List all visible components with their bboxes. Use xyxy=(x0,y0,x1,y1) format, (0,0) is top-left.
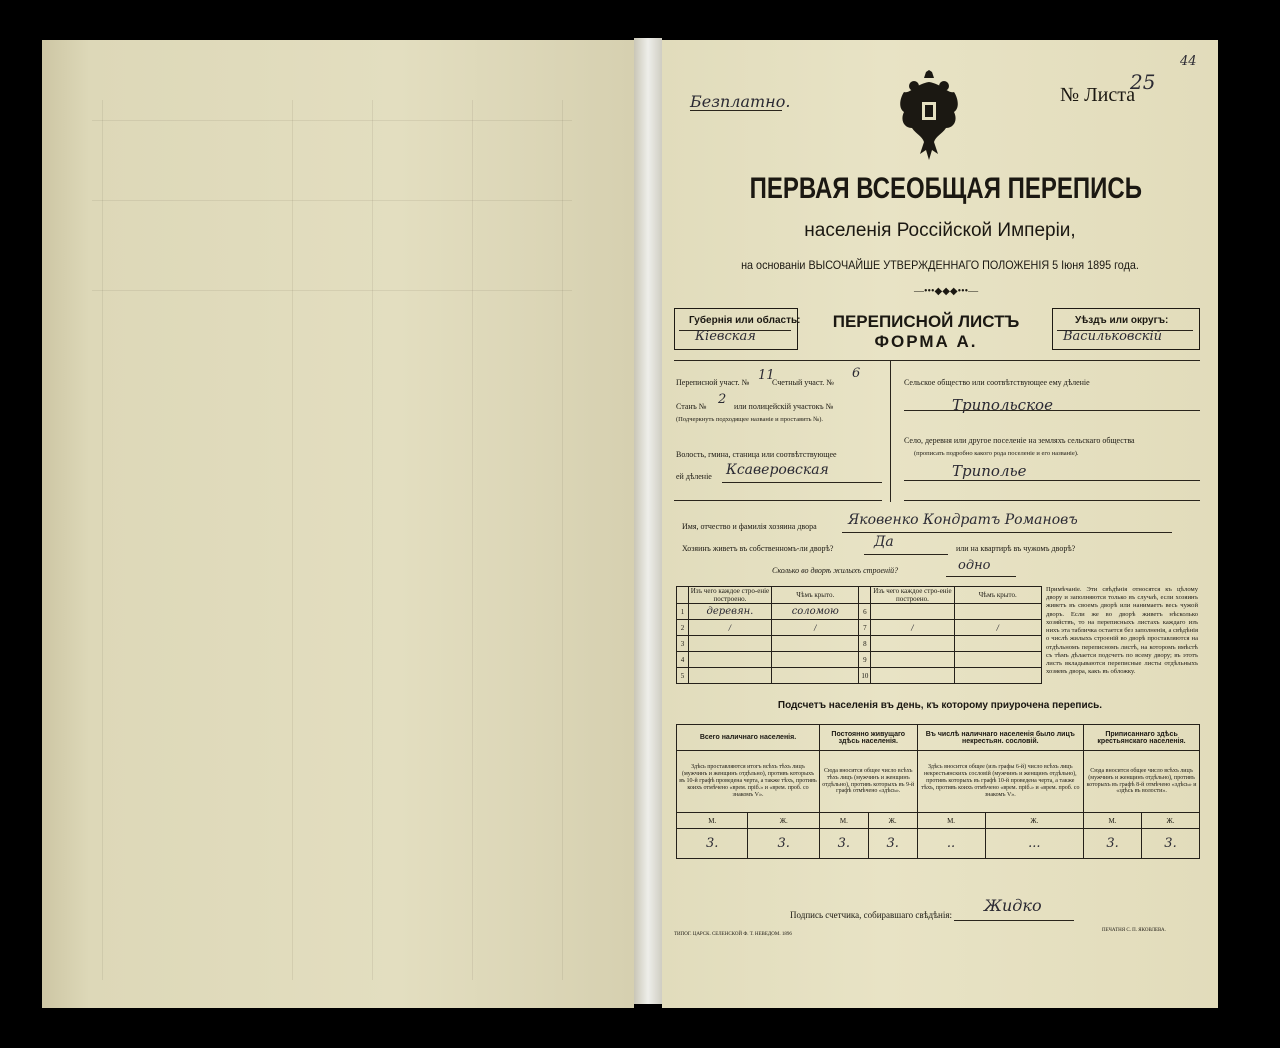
ghost-line xyxy=(372,100,373,980)
guberniya-box xyxy=(674,308,801,350)
summary-col-title: Постоянно живущаго здѣсь населенія. xyxy=(819,725,917,751)
owner-label: Имя, отчество и фамилія хозяина двора xyxy=(682,522,817,531)
left-page xyxy=(42,40,634,1008)
row-number: 2 xyxy=(677,620,689,636)
roof-cell: / xyxy=(954,620,1042,636)
female-header: Ж. xyxy=(748,813,820,829)
material-cell: деревян. xyxy=(688,604,771,620)
female-header: Ж. xyxy=(868,813,917,829)
roof-cell: / xyxy=(772,620,859,636)
roof-header: Чѣмъ крыто. xyxy=(772,587,859,604)
material-cell: / xyxy=(688,620,771,636)
volost-label: Волость, гмина, станица или соотвѣтствующее xyxy=(676,450,837,459)
roof-header-2: Чѣмъ крыто. xyxy=(954,587,1042,604)
material-cell xyxy=(688,636,771,652)
printer-imprint-left: ТИПОГ. ЦАРСК. СЕЛЕНСКОЙ Ф. Т. НЕВЕДОМ. 1896 xyxy=(674,932,792,937)
female-count: ... xyxy=(985,829,1084,859)
material-cell xyxy=(688,668,771,684)
row-number: 8 xyxy=(859,636,871,652)
summary-col-desc: Здѣсь проставляются итогъ всѣхъ тѣхъ лицъ (мужчинъ и женщинъ отдѣльно), противъ которыхъ въ 10-й графѣ проведена черта, а также тѣхъ, противъ коихъ отмѣчено «врем. пріб.» и «врем. проб. со знакомъ V». xyxy=(677,751,820,813)
ghost-line xyxy=(92,120,572,121)
male-count: 3. xyxy=(677,829,748,859)
double-headed-eagle-icon xyxy=(894,68,964,164)
buildings-value: одно xyxy=(958,558,991,573)
uezd-label: Уѣздъ или округъ: xyxy=(1075,315,1169,326)
roof-cell xyxy=(772,652,859,668)
free-label: Безплатно. xyxy=(690,92,791,111)
material-cell xyxy=(871,636,954,652)
stan-value: 2 xyxy=(718,392,727,407)
summary-col-desc: Здѣсь вносится общее (изъ графы 6-й) число всѣхъ лицъ некрестьянскихъ сословій (мужчинъ и женщинъ отдѣльно), противъ которыхъ въ графѣ 10-й проведена черта, а также тѣхъ, противъ коихъ отмѣчено «врем. пріб.» и «врем. проб. со знакомъ V». xyxy=(917,751,1084,813)
roof-cell xyxy=(772,668,859,684)
ghost-line xyxy=(472,100,473,980)
row-number: 10 xyxy=(859,668,871,684)
census-form-page xyxy=(662,40,1218,1008)
signature-label: Подпись счетчика, собиравшаго свѣдѣнія: xyxy=(790,910,952,920)
owner-value: Яковенко Кондратъ Романовъ xyxy=(848,512,1078,528)
volost-label-2: ей дѣленіе xyxy=(676,472,712,481)
page-gutter xyxy=(634,38,662,1004)
female-header: Ж. xyxy=(985,813,1084,829)
buildings-table xyxy=(676,586,1042,684)
guberniya-value: Кіевская xyxy=(695,329,756,344)
male-count: 3. xyxy=(819,829,868,859)
material-cell xyxy=(688,652,771,668)
own-yard-rest: или на квартирѣ въ чужомъ дворѣ? xyxy=(956,544,1076,553)
schet-value: 6 xyxy=(852,366,861,381)
form-title-line2: ФОРМА А. xyxy=(874,332,978,351)
roof-cell xyxy=(954,668,1042,684)
society-label: Сельское общество или соотвѣтствующее ему дѣленіе xyxy=(904,378,1090,387)
village-note: (прописать подробно какого рода поселеніе и его названіе). xyxy=(914,450,1079,457)
summary-col-title: Въ числѣ наличнаго населенія было лицъ некрестьян. сословій. xyxy=(917,725,1084,751)
row-number: 1 xyxy=(677,604,689,620)
summary-col-desc: Сюда вносится общее число всѣхъ лицъ (мужчинъ и женщинъ отдѣльно), противъ которыхъ въ графѣ 8-й отмѣчено «здѣсь» и «здѣсь въ волости». xyxy=(1084,751,1200,813)
material-header-2: Изъ чего каждое стро-еніе построено. xyxy=(871,587,954,604)
male-count: .. xyxy=(917,829,985,859)
population-summary-table xyxy=(676,724,1200,859)
material-header: Изъ чего каждое стро-еніе построено. xyxy=(688,587,771,604)
volost-value: Ксаверовская xyxy=(726,462,829,478)
material-cell xyxy=(871,652,954,668)
roof-cell xyxy=(954,652,1042,668)
ornament-divider: —•••◆◆◆•••— xyxy=(914,286,979,297)
row-number: 9 xyxy=(859,652,871,668)
female-header: Ж. xyxy=(1142,813,1200,829)
own-yard-value: Да xyxy=(874,534,894,550)
material-cell xyxy=(871,668,954,684)
female-count: 3. xyxy=(748,829,820,859)
uezd-value: Васильковскій xyxy=(1063,329,1163,344)
male-header: М. xyxy=(917,813,985,829)
form-main-title: ПЕРВАЯ ВСЕОБЩАЯ ПЕРЕПИСЬ xyxy=(749,172,1142,205)
guberniya-label: Губернія или область: xyxy=(689,315,801,326)
row-number: 5 xyxy=(677,668,689,684)
female-count: 3. xyxy=(1142,829,1200,859)
form-title-line1: ПЕРЕПИСНОЙ ЛИСТЪ xyxy=(832,312,1020,331)
material-cell: / xyxy=(871,620,954,636)
printer-imprint-right: ПЕЧАТНЯ С. П. ЯКОВЛЕВА. xyxy=(1102,928,1166,933)
stan-rest: или полицейскій участокъ № xyxy=(734,402,834,411)
summary-heading: Подсчетъ населенія въ день, къ которому приурочена перепись. xyxy=(777,700,1103,711)
column-divider xyxy=(890,360,892,502)
sheet-number-value: 25 xyxy=(1130,70,1156,94)
ghost-line xyxy=(92,290,572,291)
summary-col-desc: Сюда вносится общее число всѣхъ тѣхъ лицъ (мужчинъ и женщинъ отдѣльно), противъ которыхъ въ 9-й графѣ отмѣчено «здѣсь». xyxy=(819,751,917,813)
sheet-number-label: № Листа xyxy=(1060,84,1136,106)
ghost-line xyxy=(562,100,563,980)
corner-mark: 44 xyxy=(1180,54,1197,69)
counter-signature: Жидко xyxy=(984,896,1042,915)
village-label: Село, деревня или другое поселеніе на земляхъ сельскаго общества xyxy=(904,436,1135,445)
male-header: М. xyxy=(819,813,868,829)
ghost-line xyxy=(102,100,103,980)
row-number: 4 xyxy=(677,652,689,668)
material-cell xyxy=(871,604,954,620)
village-value: Триполье xyxy=(952,462,1027,480)
row-number: 3 xyxy=(677,636,689,652)
roof-cell: соломою xyxy=(772,604,859,620)
male-header: М. xyxy=(677,813,748,829)
summary-col-title: Приписаннаго здѣсь крестьянскаго населенія. xyxy=(1084,725,1200,751)
stan-note: (Подчеркнуть подходящее названіе и проставить №). xyxy=(676,416,824,423)
uchastok-value: 11 xyxy=(758,368,775,383)
male-header: М. xyxy=(1084,813,1142,829)
ghost-line xyxy=(292,100,293,980)
society-value: Трипольское xyxy=(952,396,1053,414)
ghost-line xyxy=(92,200,572,201)
schet-label: Счетный участ. № xyxy=(772,378,834,387)
roof-cell xyxy=(772,636,859,652)
uezd-box xyxy=(1052,308,1200,350)
summary-col-title: Всего наличнаго населенія. xyxy=(677,725,820,751)
male-count: 3. xyxy=(1084,829,1142,859)
own-yard-label: Хозяинъ живетъ въ собственномъ-ли дворѣ? xyxy=(682,544,834,553)
roof-cell xyxy=(954,604,1042,620)
row-number: 7 xyxy=(859,620,871,636)
form-subtitle: населенія Россійской Имперіи, xyxy=(804,220,1076,241)
note-text: Примѣчаніе. Эти свѣдѣнія относятся къ цѣлому двору и заполняются только въ случаѣ, если хозяинъ живетъ въ своемъ дворѣ или нанимаетъ весь чужой дворъ. Если же во дворѣ живетъ нѣсколько хозяйствъ, то на переписныхъ листахъ каждаго изъ нихъ эта табличка остается без заполненія, а свѣдѣнія о числѣ жилыхъ строеній во дворѣ проставляются на отдѣльномъ переписномъ листѣ, на которомъ вмѣстѣ съ тѣмъ дѣлается подсчетъ по всему двору; въ этотъ листъ вкладываются переписные листы отдѣльныхъ хозяевъ двора, какъ въ обложку. xyxy=(1046,586,1198,676)
female-count: 3. xyxy=(868,829,917,859)
form-legal-basis: на основаніи ВЫСОЧАЙШЕ УТВЕРЖДЕННАГО ПОЛОЖЕНІЯ 5 Іюня 1895 года. xyxy=(741,258,1139,272)
buildings-label: Сколько во дворѣ жилыхъ строеній? xyxy=(772,566,899,575)
roof-cell xyxy=(954,636,1042,652)
row-number: 6 xyxy=(859,604,871,620)
stan-label: Станъ № xyxy=(676,402,707,411)
uchastok-label: Переписной участ. № xyxy=(676,378,750,387)
